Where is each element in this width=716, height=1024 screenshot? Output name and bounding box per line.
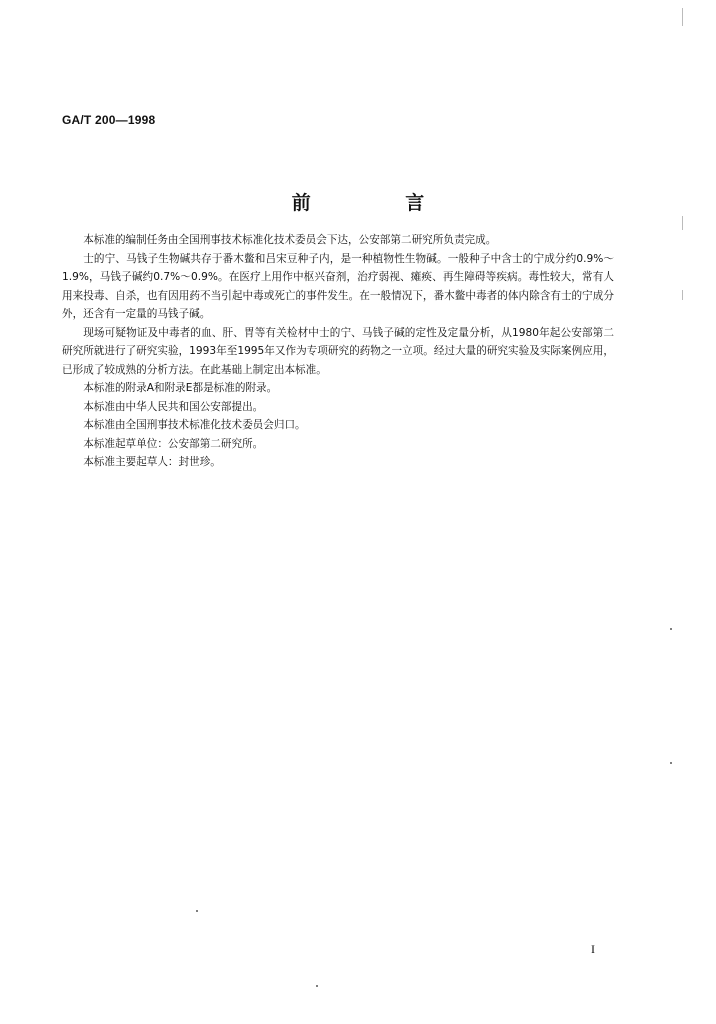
page-number: I <box>591 942 595 956</box>
scan-speck <box>670 762 672 764</box>
scan-edge-mark <box>682 290 683 300</box>
paragraph-task-origin: 本标准的编制任务由全国刑事技术标准化技术委员会下达，公安部第二研究所负责完成。 <box>83 234 497 246</box>
paragraph-appendix-note: 本标准的附录A和附录E都是标准的附录。 <box>83 382 278 394</box>
scan-speck <box>196 910 198 912</box>
paragraph-proposer: 本标准由中华人民共和国公安部提出。 <box>83 400 264 413</box>
scan-speck <box>670 628 672 630</box>
standard-code: GA/T 200—1998 <box>62 113 156 127</box>
scan-speck <box>316 985 318 987</box>
paragraph-drafting-unit: 本标准起草单位：公安部第二研究所。 <box>83 437 264 450</box>
paragraph-administrator: 本标准由全国刑事技术标准化技术委员会归口。 <box>83 419 306 431</box>
page-title: 前 言 <box>291 192 469 214</box>
paragraph-research-history: 现场可疑物证及中毒者的血、肝、胃等有关检材中士的宁、马钱子碱的定性及定量分析，从1980年起公安部第二研究所就进行了研究实验，1993年至1995年又作为专项研究的药物之一立项。经过大量的研究实验及实际案例应用，已形成了较成熟的分析方法。在此基础上制定出本标准。 <box>62 326 614 376</box>
scan-edge-mark <box>682 216 683 230</box>
scan-edge-mark <box>682 8 683 26</box>
paragraph-drafters: 本标准主要起草人：封世珍。 <box>83 456 221 468</box>
paragraph-background: 士的宁、马钱子生物碱共存于番木鳖和吕宋豆种子内，是一种植物性生物碱。一般种子中含士的宁成分约0.9%～1.9%，马钱子碱约0.7%～0.9%。在医疗上用作中枢兴奋剂，治疗弱视、瘫痪、再生障碍等疾病。毒性较大，常有人用来投毒、自杀，也有因用药不当引起中毒或死亡的事件发生。在一般情况下，番木鳖中毒者的体内除含有士的宁成分外，还含有一定量的马钱子碱。 <box>62 252 614 320</box>
document-body <box>62 231 614 472</box>
